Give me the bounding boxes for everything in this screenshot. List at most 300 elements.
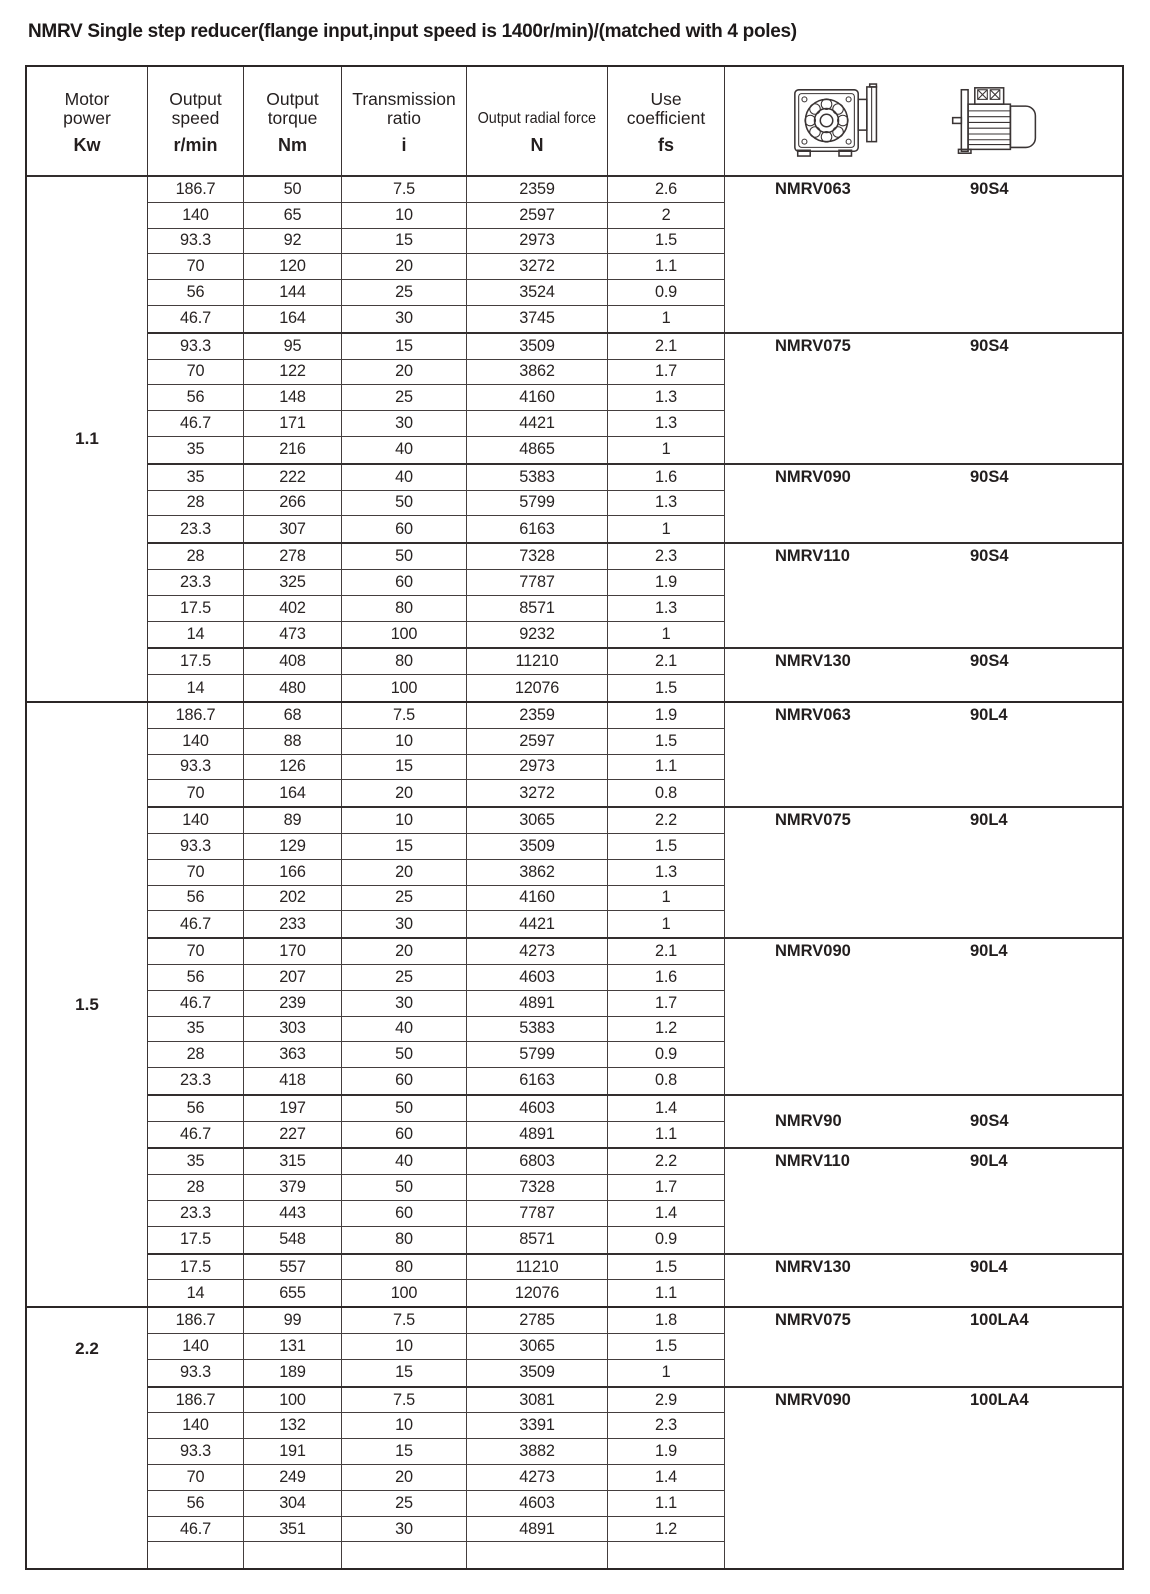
output-torque-cell: 303 (244, 1017, 342, 1042)
output-torque-cell: 189 (244, 1360, 342, 1386)
reducer-model-label: NMRV90 (775, 1112, 842, 1131)
output-torque-cell: 418 (244, 1068, 342, 1094)
transmission-ratio-cell: 20 (342, 254, 467, 279)
output-radial-force-cell: 7787 (467, 1201, 608, 1226)
output-torque-cell: 164 (244, 780, 342, 806)
table-row (148, 860, 725, 886)
model-group (148, 1149, 1122, 1254)
motor-model-label: 100LA4 (970, 1311, 1029, 1330)
output-radial-force-cell: 7328 (467, 1175, 608, 1200)
power-section-rows (148, 177, 1122, 701)
transmission-ratio-cell: 60 (342, 1201, 467, 1226)
motor-model-label: 90L4 (970, 1257, 1008, 1276)
motor-power-cell (27, 703, 148, 1306)
use-coefficient-cell: 1.2 (608, 1517, 725, 1542)
output-speed-cell: 56 (148, 965, 244, 990)
output-radial-force-cell: 4891 (467, 991, 608, 1016)
output-radial-force-cell: 3509 (467, 334, 608, 359)
output-radial-force-cell: 6163 (467, 1068, 608, 1094)
use-coefficient-cell: 1.9 (608, 703, 725, 728)
table-row (148, 780, 725, 806)
table-row (148, 280, 725, 306)
use-coefficient-cell: 2.1 (608, 334, 725, 359)
use-coefficient-cell: 1 (608, 911, 725, 937)
header-transmission-ratio (342, 67, 467, 175)
output-radial-force-cell: 6803 (467, 1149, 608, 1174)
output-speed-cell: 93.3 (148, 229, 244, 254)
model-group-rows (148, 177, 725, 332)
header-unit-label: i (401, 134, 407, 155)
header-label-line: coefficient (626, 107, 706, 128)
use-coefficient-cell: 1.1 (608, 755, 725, 780)
table-row (148, 1227, 725, 1253)
transmission-ratio-cell: 7.5 (342, 1308, 467, 1333)
table-row (148, 254, 725, 280)
table-row (148, 516, 725, 542)
table-row (148, 911, 725, 937)
output-radial-force-cell: 3081 (467, 1388, 608, 1413)
output-radial-force-cell: 3272 (467, 780, 608, 806)
output-torque-cell: 408 (244, 649, 342, 674)
reducer-spec-table (25, 65, 1124, 1570)
use-coefficient-cell: 1.4 (608, 1465, 725, 1490)
table-row (148, 1334, 725, 1360)
header-label-line: Output radial force (477, 109, 597, 127)
use-coefficient-cell: 1.5 (608, 1255, 725, 1280)
transmission-ratio-cell: 10 (342, 203, 467, 228)
use-coefficient-cell: 1.4 (608, 1201, 725, 1226)
output-radial-force-cell: 12076 (467, 1280, 608, 1306)
output-speed-cell: 35 (148, 437, 244, 463)
output-speed-cell: 46.7 (148, 306, 244, 332)
output-radial-force-cell: 4421 (467, 411, 608, 436)
use-coefficient-cell: 2.1 (608, 649, 725, 674)
transmission-ratio-cell: 60 (342, 1122, 467, 1148)
output-torque-cell: 402 (244, 596, 342, 621)
table-row (148, 1175, 725, 1201)
output-speed-cell: 14 (148, 622, 244, 648)
motor-power-value: 2.2 (75, 1339, 99, 1359)
model-cell (725, 703, 1122, 806)
reducer-model-label: NMRV063 (775, 180, 851, 198)
model-cell (725, 1388, 1122, 1569)
transmission-ratio-cell: 20 (342, 860, 467, 885)
output-radial-force-cell: 4160 (467, 385, 608, 410)
transmission-ratio-cell (342, 1542, 467, 1568)
output-torque-cell: 68 (244, 703, 342, 728)
output-torque-cell: 65 (244, 203, 342, 228)
header-label-line: Transmission (352, 88, 456, 109)
output-torque-cell: 171 (244, 411, 342, 436)
model-group (148, 1096, 1122, 1150)
use-coefficient-cell: 1.6 (608, 465, 725, 490)
output-speed-cell: 17.5 (148, 596, 244, 621)
output-speed-cell: 46.7 (148, 911, 244, 937)
transmission-ratio-cell: 60 (342, 1068, 467, 1094)
power-section-rows (148, 703, 1122, 1306)
output-torque-cell: 99 (244, 1308, 342, 1333)
transmission-ratio-cell: 15 (342, 229, 467, 254)
output-speed-cell: 17.5 (148, 1255, 244, 1280)
transmission-ratio-cell: 7.5 (342, 177, 467, 202)
output-speed-cell: 186.7 (148, 1388, 244, 1413)
motor-model-label: 90L4 (970, 1152, 1008, 1171)
output-torque-cell: 249 (244, 1465, 342, 1490)
use-coefficient-cell: 0.9 (608, 280, 725, 305)
output-torque-cell: 129 (244, 834, 342, 859)
model-group (148, 649, 1122, 701)
output-speed-cell: 186.7 (148, 1308, 244, 1333)
output-speed-cell: 56 (148, 385, 244, 410)
model-group-rows (148, 808, 725, 937)
use-coefficient-cell: 1 (608, 622, 725, 648)
output-speed-cell: 35 (148, 1017, 244, 1042)
output-radial-force-cell: 11210 (467, 1255, 608, 1280)
output-speed-cell: 23.3 (148, 570, 244, 595)
header-motor-power (27, 67, 148, 175)
table-row (148, 991, 725, 1017)
transmission-ratio-cell: 60 (342, 516, 467, 542)
reducer-model-label: NMRV130 (775, 1257, 851, 1276)
use-coefficient-cell: 1 (608, 306, 725, 332)
model-cell (725, 544, 1122, 647)
header-unit-label: N (530, 134, 544, 155)
output-speed-cell: 17.5 (148, 1227, 244, 1253)
transmission-ratio-cell: 10 (342, 1334, 467, 1359)
output-speed-cell: 28 (148, 491, 244, 516)
use-coefficient-cell: 2.3 (608, 1413, 725, 1438)
transmission-ratio-cell: 25 (342, 280, 467, 305)
output-torque-cell: 164 (244, 306, 342, 332)
output-radial-force-cell: 8571 (467, 596, 608, 621)
output-radial-force-cell: 2785 (467, 1308, 608, 1333)
output-speed-cell: 140 (148, 808, 244, 833)
output-radial-force-cell: 3862 (467, 860, 608, 885)
transmission-ratio-cell: 80 (342, 596, 467, 621)
power-section-rows (148, 1308, 1122, 1568)
transmission-ratio-cell: 40 (342, 1149, 467, 1174)
output-radial-force-cell: 4603 (467, 1096, 608, 1121)
output-torque-cell: 379 (244, 1175, 342, 1200)
table-row (148, 437, 725, 463)
transmission-ratio-cell: 15 (342, 334, 467, 359)
use-coefficient-cell: 1 (608, 886, 725, 911)
transmission-ratio-cell: 20 (342, 360, 467, 385)
transmission-ratio-cell: 50 (342, 1096, 467, 1121)
output-speed-cell: 23.3 (148, 1201, 244, 1226)
header-label-line: ratio (386, 107, 422, 128)
model-group-rows (148, 649, 725, 701)
model-group-rows (148, 1255, 725, 1307)
table-row (148, 1149, 725, 1175)
output-torque-cell: 100 (244, 1388, 342, 1413)
output-radial-force-cell: 5383 (467, 1017, 608, 1042)
output-radial-force-cell: 4891 (467, 1122, 608, 1148)
output-radial-force-cell: 3509 (467, 834, 608, 859)
motor-model-label: 90S4 (970, 467, 1009, 486)
table-row (148, 703, 725, 729)
output-speed-cell: 46.7 (148, 1517, 244, 1542)
model-group-rows (148, 703, 725, 806)
use-coefficient-cell: 1.3 (608, 596, 725, 621)
motor-model-label: 90S4 (970, 652, 1009, 671)
output-speed-cell: 70 (148, 780, 244, 806)
reducer-model-label: NMRV090 (775, 467, 851, 486)
table-row (148, 1096, 725, 1122)
transmission-ratio-cell: 10 (342, 1413, 467, 1438)
output-torque-cell: 207 (244, 965, 342, 990)
motor-power-value: 1.1 (75, 428, 99, 448)
motor-power-cell (27, 1308, 148, 1568)
use-coefficient-cell: 1.5 (608, 229, 725, 254)
use-coefficient-cell: 1 (608, 437, 725, 463)
table-row (148, 808, 725, 834)
output-radial-force-cell: 3065 (467, 1334, 608, 1359)
output-torque-cell: 233 (244, 911, 342, 937)
transmission-ratio-cell: 100 (342, 675, 467, 701)
reducer-model-label: NMRV063 (775, 705, 851, 724)
header-label-line: Use (650, 88, 682, 109)
output-radial-force-cell: 11210 (467, 649, 608, 674)
model-cell (725, 1096, 1122, 1148)
header-label-line: torque (267, 107, 318, 128)
motor-model-label: 90L4 (970, 705, 1008, 724)
transmission-ratio-cell: 80 (342, 1255, 467, 1280)
header-unit-label: Nm (277, 134, 307, 155)
output-radial-force-cell: 7787 (467, 570, 608, 595)
model-cell (725, 1149, 1122, 1252)
transmission-ratio-cell: 50 (342, 1175, 467, 1200)
output-speed-cell: 140 (148, 1334, 244, 1359)
header-output-speed (148, 67, 244, 175)
model-group-rows (148, 1308, 725, 1385)
model-group (148, 808, 1122, 939)
model-group (148, 939, 1122, 1096)
output-speed-cell: 28 (148, 1042, 244, 1067)
output-speed-cell: 140 (148, 1413, 244, 1438)
output-torque-cell: 197 (244, 1096, 342, 1121)
output-radial-force-cell (467, 1542, 608, 1568)
output-radial-force-cell: 4865 (467, 437, 608, 463)
output-radial-force-cell: 12076 (467, 675, 608, 701)
use-coefficient-cell (608, 1542, 725, 1568)
output-speed-cell: 93.3 (148, 1360, 244, 1386)
use-coefficient-cell: 2.3 (608, 544, 725, 569)
output-speed-cell: 56 (148, 280, 244, 305)
table-row (148, 1439, 725, 1465)
use-coefficient-cell: 1.1 (608, 1280, 725, 1306)
motor-model-label: 90S4 (970, 547, 1009, 566)
table-row (148, 229, 725, 255)
table-row (148, 729, 725, 755)
output-speed-cell: 35 (148, 465, 244, 490)
model-cell (725, 334, 1122, 463)
use-coefficient-cell: 0.9 (608, 1042, 725, 1067)
output-radial-force-cell: 3745 (467, 306, 608, 332)
transmission-ratio-cell: 25 (342, 385, 467, 410)
transmission-ratio-cell: 30 (342, 991, 467, 1016)
transmission-ratio-cell: 100 (342, 1280, 467, 1306)
output-radial-force-cell: 4273 (467, 939, 608, 964)
output-speed-cell: 93.3 (148, 834, 244, 859)
transmission-ratio-cell: 15 (342, 1360, 467, 1386)
header-unit-label: Kw (73, 134, 101, 155)
transmission-ratio-cell: 80 (342, 1227, 467, 1253)
transmission-ratio-cell: 7.5 (342, 1388, 467, 1413)
output-torque-cell: 131 (244, 1334, 342, 1359)
table-row (148, 1280, 725, 1306)
header-label-line: Output (266, 88, 319, 109)
table-row (148, 306, 725, 332)
use-coefficient-cell: 1.3 (608, 491, 725, 516)
use-coefficient-cell: 1.7 (608, 1175, 725, 1200)
use-coefficient-cell: 1.6 (608, 965, 725, 990)
reducer-model-label: NMRV130 (775, 652, 851, 671)
use-coefficient-cell: 1.7 (608, 991, 725, 1016)
output-torque-cell: 132 (244, 1413, 342, 1438)
output-torque-cell: 88 (244, 729, 342, 754)
reducer-model-label: NMRV110 (775, 1152, 850, 1171)
use-coefficient-cell: 1 (608, 1360, 725, 1386)
table-row (148, 1542, 725, 1568)
transmission-ratio-cell: 50 (342, 1042, 467, 1067)
output-torque-cell: 144 (244, 280, 342, 305)
motor-model-label: 90S4 (970, 180, 1009, 198)
output-speed-cell: 23.3 (148, 1068, 244, 1094)
table-row (148, 385, 725, 411)
transmission-ratio-cell: 10 (342, 729, 467, 754)
output-speed-cell: 186.7 (148, 177, 244, 202)
table-row (148, 411, 725, 437)
table-row (148, 1017, 725, 1043)
model-group-rows (148, 544, 725, 647)
output-torque-cell: 443 (244, 1201, 342, 1226)
use-coefficient-cell: 1.8 (608, 1308, 725, 1333)
transmission-ratio-cell: 80 (342, 649, 467, 674)
use-coefficient-cell: 2.2 (608, 1149, 725, 1174)
motor-power-value: 1.5 (75, 994, 99, 1014)
table-row (148, 491, 725, 517)
use-coefficient-cell: 0.8 (608, 1068, 725, 1094)
output-speed-cell: 28 (148, 1175, 244, 1200)
table-row (148, 1465, 725, 1491)
use-coefficient-cell: 2.1 (608, 939, 725, 964)
transmission-ratio-cell: 25 (342, 886, 467, 911)
reducer-model-label: NMRV090 (775, 942, 851, 961)
output-torque-cell: 148 (244, 385, 342, 410)
output-torque-cell: 95 (244, 334, 342, 359)
output-torque-cell: 202 (244, 886, 342, 911)
model-cell (725, 939, 1122, 1094)
output-radial-force-cell: 2359 (467, 177, 608, 202)
table-row (148, 177, 725, 203)
table-row (148, 1413, 725, 1439)
transmission-ratio-cell: 10 (342, 808, 467, 833)
table-row (148, 834, 725, 860)
table-row (148, 1068, 725, 1094)
reducer-model-label: NMRV075 (775, 1311, 851, 1330)
model-cell (725, 1255, 1122, 1307)
use-coefficient-cell: 1.9 (608, 570, 725, 595)
output-speed-cell: 23.3 (148, 516, 244, 542)
transmission-ratio-cell: 15 (342, 834, 467, 859)
output-radial-force-cell: 5799 (467, 491, 608, 516)
output-radial-force-cell: 3065 (467, 808, 608, 833)
use-coefficient-cell: 1.3 (608, 411, 725, 436)
output-speed-cell: 70 (148, 360, 244, 385)
reducer-model-label: NMRV075 (775, 336, 851, 355)
transmission-ratio-cell: 30 (342, 411, 467, 436)
output-torque-cell: 92 (244, 229, 342, 254)
motor-model-label: 100LA4 (970, 1390, 1029, 1409)
output-speed-cell: 46.7 (148, 991, 244, 1016)
output-speed-cell: 17.5 (148, 649, 244, 674)
output-speed-cell: 140 (148, 729, 244, 754)
output-torque-cell: 191 (244, 1439, 342, 1464)
table-row (148, 1517, 725, 1543)
output-speed-cell: 14 (148, 1280, 244, 1306)
equipment-images-header-cell (725, 67, 1122, 175)
use-coefficient-cell: 2.6 (608, 177, 725, 202)
header-output-radial-force (467, 67, 608, 175)
output-torque-cell: 315 (244, 1149, 342, 1174)
transmission-ratio-cell: 30 (342, 1517, 467, 1542)
use-coefficient-cell: 1.2 (608, 1017, 725, 1042)
table-row (148, 965, 725, 991)
use-coefficient-cell: 2.2 (608, 808, 725, 833)
output-torque-cell: 239 (244, 991, 342, 1016)
use-coefficient-cell: 1.4 (608, 1096, 725, 1121)
table-row (148, 675, 725, 701)
table-row (148, 1042, 725, 1068)
output-radial-force-cell: 4273 (467, 1465, 608, 1490)
output-radial-force-cell: 2973 (467, 229, 608, 254)
table-row (148, 1122, 725, 1148)
model-cell (725, 177, 1122, 332)
model-cell (725, 649, 1122, 701)
model-group (148, 1308, 1122, 1387)
output-radial-force-cell: 3882 (467, 1439, 608, 1464)
header-label-line: power (63, 107, 111, 128)
table-row (148, 570, 725, 596)
output-speed-cell: 46.7 (148, 411, 244, 436)
reducer-model-label: NMRV110 (775, 547, 850, 566)
table-row (148, 1491, 725, 1517)
model-group (148, 544, 1122, 649)
header-label-line: Output (169, 88, 222, 109)
output-radial-force-cell: 5799 (467, 1042, 608, 1067)
output-speed-cell: 35 (148, 1149, 244, 1174)
output-torque-cell: 655 (244, 1280, 342, 1306)
output-speed-cell: 186.7 (148, 703, 244, 728)
output-torque-cell: 557 (244, 1255, 342, 1280)
transmission-ratio-cell: 60 (342, 570, 467, 595)
use-coefficient-cell: 0.9 (608, 1227, 725, 1253)
use-coefficient-cell: 1.5 (608, 1334, 725, 1359)
header-label-line: Motor (64, 88, 110, 109)
transmission-ratio-cell: 25 (342, 1491, 467, 1516)
model-group-rows (148, 465, 725, 542)
use-coefficient-cell: 1.5 (608, 729, 725, 754)
use-coefficient-cell: 1.9 (608, 1439, 725, 1464)
transmission-ratio-cell: 25 (342, 965, 467, 990)
motor-model-label: 90L4 (970, 811, 1008, 830)
use-coefficient-cell: 1.5 (608, 834, 725, 859)
power-section-2.2 (27, 1308, 1122, 1568)
output-torque-cell (244, 1542, 342, 1568)
output-speed-cell: 70 (148, 860, 244, 885)
table-row (148, 334, 725, 360)
